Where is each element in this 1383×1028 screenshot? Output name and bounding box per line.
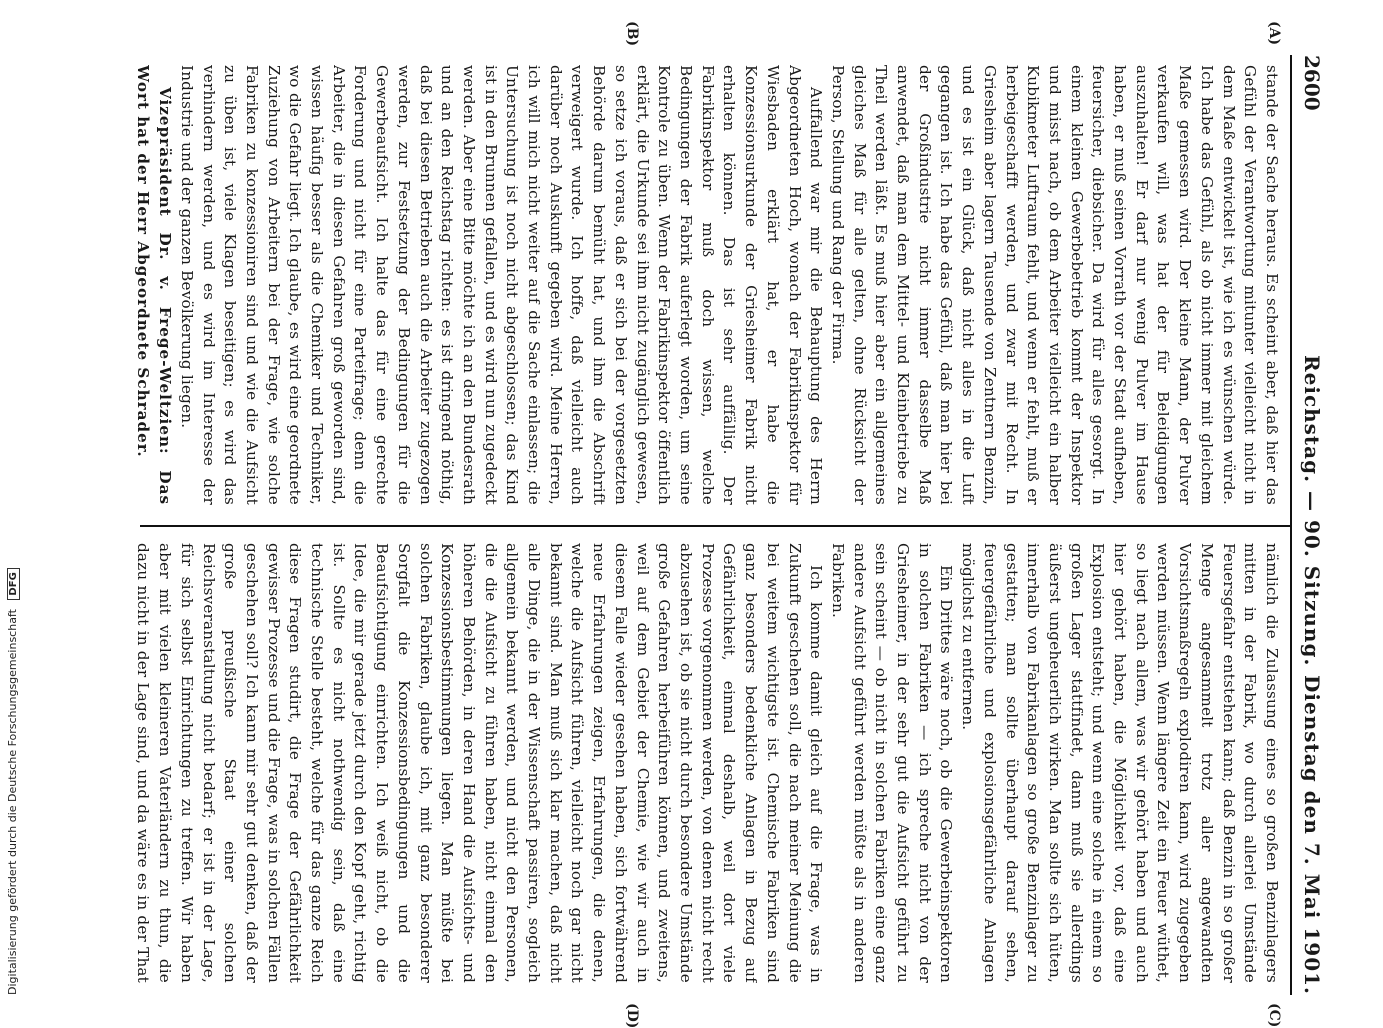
paragraph: Auffallend war mir die Behauptung des Herrn Abgeordneten Hoch, wonach der Fabrikinspektor für Wiesbaden erklärt hat, er habe die Konzessionsurkunde der Griesheimer Fabrik nicht erhalten können. Das ist sehr auffällig. Der Fabrikinspektor muß doch wissen, welche Bedingungen der Fabrik auferlegt worden, um seine Kontrole zu üben. Wenn der Fabrikinspektor öffentlich erklärt, die Urkunde sei ihm nicht zugänglich gewesen, so setze ich voraus, daß er sich bei der vorgesetzten Behörde darum bemüht hat, und ihm die Abschrift verweigert wurde. Ich hoffe, daß vielleicht auch darüber noch Auskunft gegeben wird. Meine Herren, ich will mich nicht weiter auf die Sache einlassen; die Untersuchung ist noch nicht abgeschlossen; das Kind ist in den Brunnen gefallen, und es wird nun zugedeckt werden. Aber eine Bitte möchte ich an den Bundesrath und an den Reichstag richten: es ist dringend nöthig, daß bei diesen Betrieben auch die Arbeiter zugezogen werden, zur Festsetzung der Bedingungen für die Gewerbeaufsicht. Ich halte das für eine gerechte Forderung und nicht für eine Parteifrage; denn die Arbeiter, die in diesen Gefahren groß geworden sind, wissen häufig besser als die Chemiker und Techniker, wo die Gefahr liegt. Ich glaube, es wird eine geordnete Zuziehung von Arbeitern bei der Frage, wie solche Fabriken zu konzessioniren sind und wie die Aufsicht zu üben ist, viele Klagen beseitigen; es wird das verhindern werden, und es wird im Interesse der Industrie und der ganzen Bevölkerung liegen. xyxy=(177,65,826,505)
margin-mark-d: (D) xyxy=(624,1003,640,1028)
margin-mark-c: (C) xyxy=(1266,1003,1282,1028)
paragraph: nämlich die Zulassung eines so großen Benzinlagers mitten in der Fabrik, wo durch allerlei Umstände Feuersgefahr entstehen kann; daß Benzin in so großer Menge angesammelt trotz aller angewandten Vorsichtsmaßregeln explodiren kann, wird zugegeben werden müssen. Wenn längere Zeit ein Feuer wüthet, so liegt nach allem, was wir gehört haben und auch hier gehört haben, die Möglichkeit vor, daß eine Explosion entsteht; und wenn eine solche in einem so großen Lager stattfindet, dann muß sie allerdings äußerst ungeheuerlich wirken. Man sollte sich hüten, innerhalb von Fabrikanlagen so große Benzinlager zu gestatten; man sollte überhaupt darauf sehen, feuergefährliche und explosionsgefährliche Anlagen möglichst zu entfernen. xyxy=(959,543,1281,983)
session-date: Dienstag den 7. Mai 1901. xyxy=(1300,675,1324,995)
digitization-credit xyxy=(6,568,20,995)
paragraph: Ein Drittes wäre noch, ob die Gewerbeinspektoren in solchen Fabriken — ich spreche nicht von der Griesheimer, in der sehr gut die Aufsicht geführt zu sein scheint — ob nicht in solchen Fabriken eine ganz andere Aufsicht geführt werden müßte als in anderen Fabriken. xyxy=(828,543,956,983)
left-column xyxy=(132,65,1282,505)
credit-text: Digitalisierung gefördert durch die Deutsche Forschungsgemeinschaft xyxy=(6,609,19,995)
right-column xyxy=(132,543,1282,983)
page-header xyxy=(1290,55,1330,995)
column-divider xyxy=(140,525,1290,527)
paragraph: Ich komme damit gleich auf die Frage, was in Zukunft geschehen soll, die nach meiner Meinung die bei weitem wichtigste ist. Chemische Fabriken sind ganz besonders bedenkliche Anlagen in Bezug auf Gefährlichkeit, einmal deshalb, weil dort viele Prozesse vorgenommen werden, von denen nicht recht abzusehen ist, ob sie nicht durch besondere Umstände große Gefahren herbeiführen können, und zweitens, weil auf dem Gebiet der Chemie, wie wir auch in diesem Falle wieder gesehen haben, sich fortwährend neue Erfahrungen zeigen, Erfahrungen, die denen, welche die Aufsicht führen, vielleicht noch gar nicht bekannt sind. Man muß sich klar machen, daß nicht alle Dinge, die in der Wissenschaft passiren, sogleich allgemein bekannt werden, und nicht den Personen, die die Aufsicht zu führen haben, nicht einmal den höheren Behörden, in deren Hand die Aufsichts- und Konzessionsbestimmungen liegen. Man müßte bei solchen Fabriken, glaube ich, mit ganz besonderer Sorgfalt die Konzessionsbedingungen und die Beaufsichtigung einrichten. Ich weiß nicht, ob die Idee, die mir gerade jetzt durch den Kopf geht, richtig ist. Sollte es nicht nothwendig sein, daß eine technische Stelle besteht, welche für das ganze Reich diese Fragen studirt, die Frage der Gefährlichkeit gewisser Prozesse und die Frage, was in solchen Fällen geschehen soll? Ich kann mir sehr gut denken, daß der große preußische Staat einer solchen Reichsveranstaltung nicht bedarf; er ist in der Lage, für sich selbst Einrichtungen zu treffen. Wir haben aber mit vielen kleineren Vaterländern zu thun, die dazu nicht in der Lage sind, und da wäre es in der That xyxy=(134,543,826,983)
rotated-page xyxy=(70,21,1330,1028)
session-title: Reichstag. — 90. Sitzung. xyxy=(1300,355,1324,667)
dfg-logo: DFG xyxy=(7,568,20,599)
page-number: 2600 xyxy=(1300,55,1324,111)
paragraph: stande der Sache heraus. Es scheint aber, daß hier das Gefühl der Verantwortung mitunter vielleicht nicht in dem Maße entwickelt ist, wie ich es wünschen würde. Ich habe das Gefühl, als ob nicht immer mit gleichem Maße gemessen wird. Der kleine Mann, der Pulver verkaufen will, was hat der für Beleidigungen auszuhalten! Er darf nur wenig Pulver im Hause haben, er muß seinen Vorrath vor der Stadt aufheben, feuersicher, diebsicher. Da wird für alles gesorgt. In einem kleinen Gewerbebetrieb kommt der Inspektor und misst nach, ob dem Arbeiter vielleicht ein halber Kubikmeter Luftraum fehlt, und wenn er fehlt, muß er herbeigeschafft werden, und zwar mit Recht. In Griesheim aber lagern Tausende von Zentnern Benzin, und es ist ein Glück, daß nicht alles in die Luft gegangen ist. Ich habe das Gefühl, daß man hier bei der Großindustrie nicht immer dasselbe Maß anwendet, daß man dem Mittel- und Kleinbetriebe zu Theil werden läßt. Es muß hier aber ein allgemeines gleiches Maß für alle gelten, ohne Rücksicht der Person, Stellung und Rang der Firma. xyxy=(828,65,1281,505)
margin-mark-b: (B) xyxy=(624,21,640,47)
speaker-line: Vizepräsident Dr. v. Frege-Weltzien: Das Wort hat der Herr Abgeordnete Schrader. xyxy=(134,65,175,505)
margin-mark-a: (A) xyxy=(1266,21,1282,46)
